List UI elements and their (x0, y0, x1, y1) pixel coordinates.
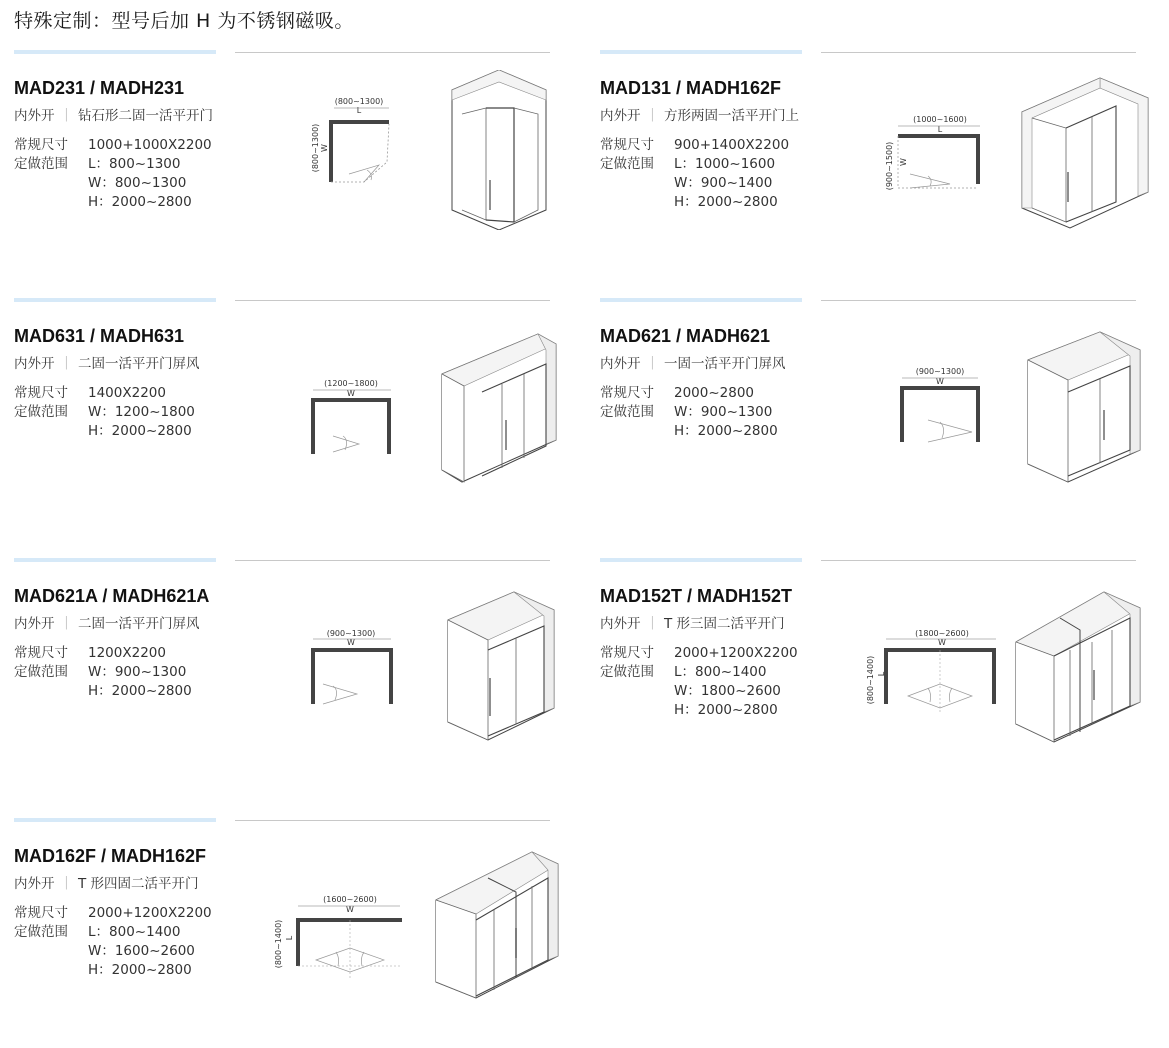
spec-value: 1400X2200 (88, 385, 166, 401)
shower-room-illustration (1020, 72, 1150, 232)
separator: ｜ (59, 876, 73, 892)
floor-plan-diagram (269, 90, 429, 200)
range-value: W：1800~2600 (674, 683, 781, 699)
range-value: H：2000~2800 (674, 194, 778, 210)
separator: ｜ (645, 616, 659, 632)
product-subtitle (600, 352, 786, 372)
spec-value: 900+1400X2200 (674, 137, 790, 153)
dimension-letter: W (938, 638, 946, 647)
spec-block (600, 644, 798, 720)
dimension-letter: W (936, 377, 944, 386)
product-description: 一固一活平开门屏风 (664, 356, 786, 372)
product-card-mad621 (600, 298, 1160, 528)
spec-value: 2000+1200X2200 (88, 905, 212, 921)
dimension-label: (1600~2600) (323, 895, 377, 904)
range-value: H：2000~2800 (88, 194, 192, 210)
dimension-letter: L (877, 671, 886, 677)
product-card-mad162f (14, 818, 574, 1048)
product-description: 钻石形二固一活平开门 (78, 108, 213, 124)
product-card-mad621a (14, 558, 574, 788)
dimension-letter: W (347, 638, 355, 647)
open-type: 内外开 (600, 356, 641, 372)
dimension-letter: L (356, 106, 362, 115)
range-label: 定做范围 (14, 156, 68, 172)
spec-value: 1000+1000X2200 (88, 137, 212, 153)
dimension-letter: W (899, 158, 908, 166)
range-value: L：800~1300 (88, 156, 181, 172)
range-label: 定做范围 (14, 924, 68, 940)
range-value: W：1200~1800 (88, 404, 195, 420)
spec-label: 常规尺寸 (14, 905, 68, 921)
dimension-label: (900~1500) (885, 141, 894, 191)
floor-plan-diagram (870, 110, 1030, 220)
product-description: T 形四固二活平开门 (78, 876, 199, 892)
shower-room-illustration (432, 848, 562, 1008)
floor-plan-diagram (299, 622, 459, 732)
accent-bar (14, 50, 216, 54)
spec-value: 2000~2800 (674, 385, 755, 401)
model-title: MAD131 / MADH162F (600, 78, 782, 98)
model-title: MAD621A / MADH621A (14, 586, 210, 606)
product-subtitle (600, 104, 799, 124)
separator: ｜ (59, 356, 73, 372)
spec-label: 常规尺寸 (600, 385, 654, 401)
model-title: MAD621 / MADH621 (600, 326, 771, 346)
product-card-mad131 (600, 50, 1160, 280)
open-type: 内外开 (14, 616, 55, 632)
range-label: 定做范围 (600, 664, 654, 680)
spec-label: 常规尺寸 (14, 645, 68, 661)
spec-block (14, 136, 212, 212)
accent-bar (600, 558, 802, 562)
range-value: W：900~1300 (88, 664, 187, 680)
open-type: 内外开 (600, 616, 641, 632)
spec-value: 2000+1200X2200 (674, 645, 798, 661)
product-subtitle (14, 104, 213, 124)
shower-room-illustration (434, 330, 564, 490)
range-label: 定做范围 (14, 404, 68, 420)
range-value: W：900~1300 (674, 404, 773, 420)
product-card-mad231 (14, 50, 574, 280)
shower-room-illustration (444, 588, 574, 748)
divider-line (821, 300, 1136, 301)
shower-room-illustration (1020, 330, 1150, 490)
divider-line (821, 52, 1136, 53)
accent-bar (600, 298, 802, 302)
spec-label: 常规尺寸 (600, 645, 654, 661)
range-value: W：800~1300 (88, 175, 187, 191)
divider-line (821, 560, 1136, 561)
spec-block (600, 384, 778, 441)
floor-plan-diagram (266, 888, 426, 998)
range-value: W：1600~2600 (88, 943, 195, 959)
shower-room-illustration (1012, 590, 1142, 750)
range-value: H：2000~2800 (88, 962, 192, 978)
spec-label: 常规尺寸 (14, 137, 68, 153)
spec-block (600, 136, 789, 212)
dimension-letter: W (346, 905, 354, 914)
range-value: H：2000~2800 (674, 423, 778, 439)
range-value: H：2000~2800 (674, 702, 778, 718)
product-subtitle (14, 352, 200, 372)
range-label: 定做范围 (600, 156, 654, 172)
separator: ｜ (645, 356, 659, 372)
product-subtitle (14, 612, 200, 632)
dimension-label: (800~1400) (866, 655, 875, 705)
model-title: MAD162F / MADH162F (14, 846, 207, 866)
floor-plan-diagram (862, 622, 1022, 732)
range-label: 定做范围 (600, 404, 654, 420)
header-note: 特殊定制：型号后加 H 为不锈钢磁吸。 (14, 10, 354, 32)
range-value: L：1000~1600 (674, 156, 776, 172)
dimension-label: (1000~1600) (913, 115, 967, 124)
divider-line (235, 820, 550, 821)
product-description: T 形三固二活平开门 (664, 616, 785, 632)
product-description: 二固一活平开门屏风 (78, 616, 200, 632)
range-value: W：900~1400 (674, 175, 773, 191)
divider-line (235, 52, 550, 53)
dimension-label: (900~1300) (915, 367, 965, 376)
dimension-label: (1800~2600) (915, 629, 969, 638)
dimension-letter: L (285, 935, 294, 941)
model-title: MAD152T / MADH152T (600, 586, 793, 606)
accent-bar (600, 50, 802, 54)
spec-value: 1200X2200 (88, 645, 166, 661)
accent-bar (14, 558, 216, 562)
range-label: 定做范围 (14, 664, 68, 680)
range-value: H：2000~2800 (88, 683, 192, 699)
open-type: 内外开 (14, 108, 55, 124)
separator: ｜ (59, 108, 73, 124)
divider-line (235, 560, 550, 561)
dimension-letter: W (320, 144, 329, 152)
spec-label: 常规尺寸 (600, 137, 654, 153)
range-value: L：800~1400 (674, 664, 767, 680)
product-subtitle (600, 612, 785, 632)
shower-room-illustration (434, 70, 564, 230)
dimension-label: (900~1300) (326, 629, 376, 638)
product-card-mad631 (14, 298, 574, 528)
spec-label: 常规尺寸 (14, 385, 68, 401)
open-type: 内外开 (14, 356, 55, 372)
product-card-mad152t (600, 558, 1160, 788)
dimension-label: (800~1400) (274, 919, 283, 969)
separator: ｜ (59, 616, 73, 632)
dimension-letter: L (937, 125, 943, 134)
accent-bar (14, 818, 216, 822)
divider-line (235, 300, 550, 301)
open-type: 内外开 (14, 876, 55, 892)
dimension-letter: W (347, 389, 355, 398)
dimension-label: (1200~1800) (324, 379, 378, 388)
model-title: MAD231 / MADH231 (14, 78, 185, 98)
dimension-label: (800~1300) (334, 97, 384, 106)
product-subtitle (14, 872, 199, 892)
accent-bar (14, 298, 216, 302)
product-description: 二固一活平开门屏风 (78, 356, 200, 372)
dimension-label: (800~1300) (311, 123, 320, 173)
range-value: H：2000~2800 (88, 423, 192, 439)
model-title: MAD631 / MADH631 (14, 326, 185, 346)
spec-block (14, 644, 192, 701)
range-value: L：800~1400 (88, 924, 181, 940)
product-description: 方形两固一活平开门上 (664, 108, 799, 124)
open-type: 内外开 (600, 108, 641, 124)
spec-block (14, 384, 195, 441)
spec-block (14, 904, 212, 980)
separator: ｜ (645, 108, 659, 124)
